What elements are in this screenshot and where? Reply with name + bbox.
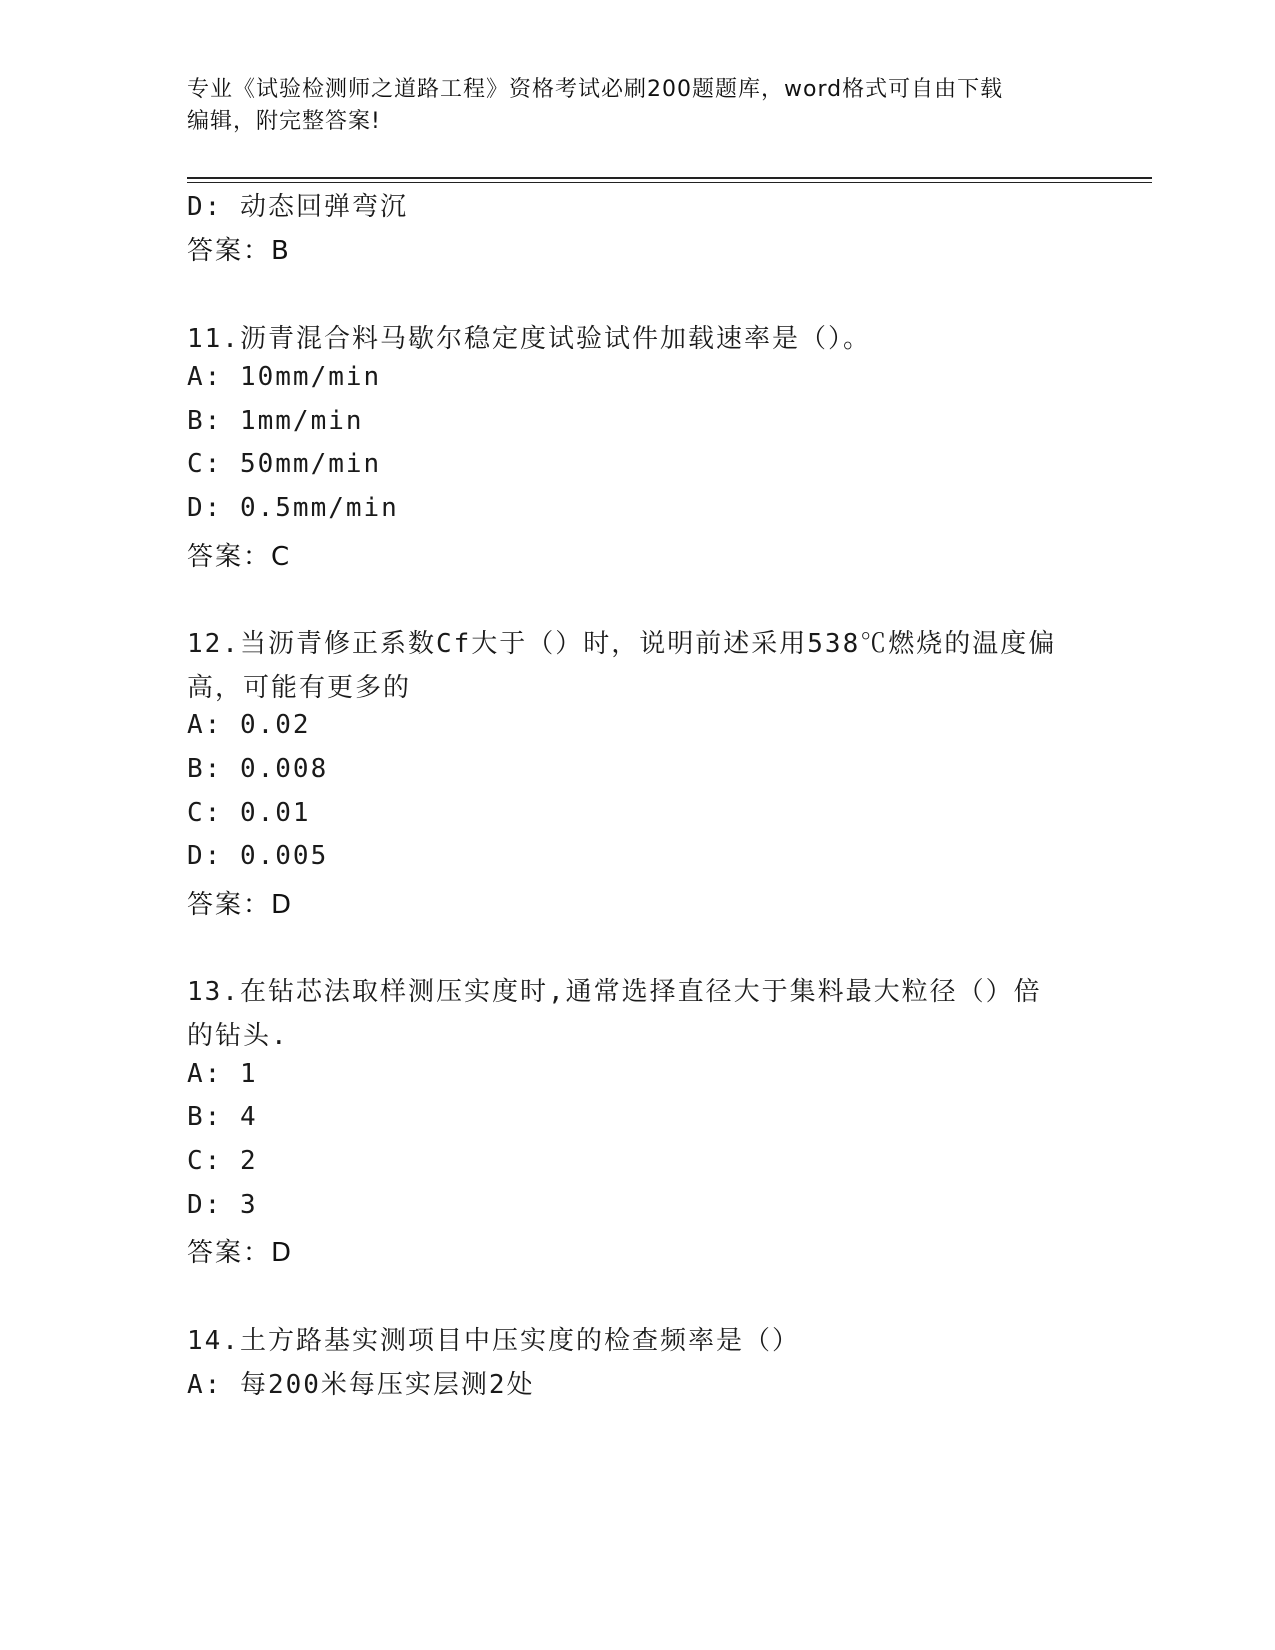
q13-option-b: B: 4 xyxy=(187,1102,258,1132)
q11-option-c: C: 50mm/min xyxy=(187,449,382,479)
q13-answer: 答案：D xyxy=(187,1238,294,1268)
q13-stem-line-2: 的钻头. xyxy=(187,1021,289,1051)
q11-answer: 答案：C xyxy=(187,542,292,572)
header-line-1: 专业《试验检测师之道路工程》资格考试必刷200题题库，word格式可自由下载 xyxy=(187,77,1004,102)
q11-option-a: A: 10mm/min xyxy=(187,362,382,392)
q12-stem-line-2: 高，可能有更多的 xyxy=(187,673,412,703)
q10-answer: 答案：B xyxy=(187,236,291,266)
q11-stem: 11.沥青混合料马歇尔稳定度试验试件加载速率是（）。 xyxy=(187,324,871,354)
q12-option-c: C: 0.01 xyxy=(187,798,311,828)
document-header xyxy=(187,74,1087,138)
q12-option-a: A: 0.02 xyxy=(187,710,311,740)
header-line-2: 编辑，附完整答案! xyxy=(187,109,381,134)
header-rule-thick xyxy=(187,177,1152,179)
q12-option-b: B: 0.008 xyxy=(187,754,329,784)
q14-option-a: A: 每200米每压实层测2处 xyxy=(187,1370,535,1400)
q12-answer: 答案：D xyxy=(187,890,294,920)
q11-option-b: B: 1mm/min xyxy=(187,406,364,436)
q10-option-d: D: 动态回弹弯沉 xyxy=(187,192,408,222)
q13-option-c: C: 2 xyxy=(187,1146,258,1176)
q12-stem-line-1: 12.当沥青修正系数Cf大于（）时，说明前述采用538℃燃烧的温度偏 xyxy=(187,629,1057,659)
q12-option-d: D: 0.005 xyxy=(187,841,329,871)
q13-option-a: A: 1 xyxy=(187,1059,258,1089)
q13-option-d: D: 3 xyxy=(187,1190,258,1220)
q13-stem-line-1: 13.在钻芯法取样测压实度时,通常选择直径大于集料最大粒径（）倍 xyxy=(187,977,1042,1007)
q14-stem: 14.土方路基实测项目中压实度的检查频率是（） xyxy=(187,1326,800,1356)
header-rule-thin xyxy=(187,182,1152,183)
q11-option-d: D: 0.5mm/min xyxy=(187,493,399,523)
